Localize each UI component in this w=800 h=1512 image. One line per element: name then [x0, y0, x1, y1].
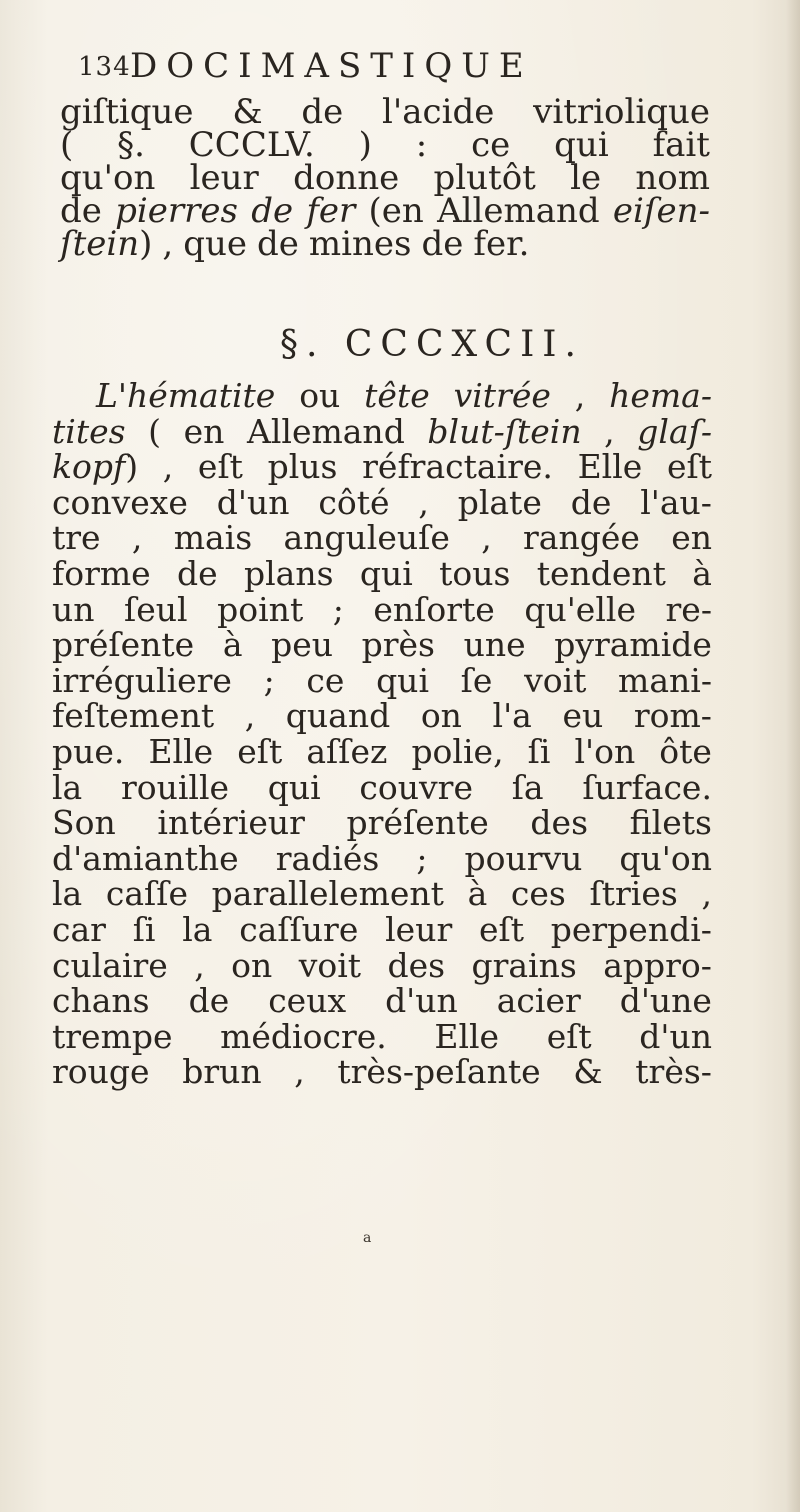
word: près — [361, 625, 435, 665]
word: , — [574, 376, 586, 415]
word: kopf) — [52, 447, 139, 487]
word: couvre — [359, 767, 473, 807]
italic-text: tête — [364, 376, 430, 415]
word — [427, 411, 582, 451]
word: , — [194, 945, 205, 985]
word: des — [387, 945, 446, 985]
word: préſente — [346, 803, 489, 843]
italic-text: kopf — [52, 447, 126, 487]
page-header — [78, 46, 718, 92]
word: giſtique — [60, 92, 194, 132]
word: on — [231, 945, 273, 985]
word: réfractaire. — [362, 447, 553, 487]
word: Allemand — [437, 191, 600, 231]
word: ſi — [527, 731, 551, 771]
word: convexe — [52, 482, 188, 522]
word: ſi — [132, 909, 156, 949]
word: de — [421, 224, 464, 264]
word: qui — [376, 660, 429, 700]
word — [96, 378, 275, 414]
word: plutôt — [433, 158, 536, 198]
word — [637, 411, 712, 451]
italic-text: L'hématite — [96, 376, 276, 415]
word: Son — [52, 803, 116, 843]
word: ſa — [511, 767, 544, 807]
word: ſeul — [124, 589, 188, 629]
word: la — [182, 909, 213, 949]
word: voit — [524, 660, 587, 700]
paragraph-continued — [60, 92, 710, 264]
word: culaire — [52, 945, 168, 985]
word: , — [701, 874, 712, 914]
word: de — [188, 981, 230, 1021]
word: la — [52, 767, 83, 807]
word: brun — [182, 1052, 262, 1092]
word: car — [52, 909, 106, 949]
word: ; — [332, 589, 344, 629]
word: enſorte — [373, 589, 495, 629]
word: eſt — [237, 731, 283, 771]
word: médiocre. — [220, 1016, 387, 1056]
italic-text: pierres — [115, 191, 238, 231]
text-line — [52, 698, 712, 734]
word: ( — [60, 125, 74, 165]
italic-text: vitrée — [453, 376, 551, 415]
text-line — [52, 589, 712, 629]
word: qui — [267, 767, 321, 807]
word: la — [52, 874, 83, 914]
word: grains — [471, 945, 577, 985]
word: à — [692, 553, 712, 593]
word: mani- — [618, 660, 712, 700]
word — [612, 191, 710, 231]
text-line — [52, 627, 712, 663]
text-line — [52, 805, 712, 841]
word: peu — [271, 625, 334, 665]
word: rouille — [120, 767, 230, 807]
word: voit — [298, 945, 362, 985]
word: , — [604, 411, 615, 451]
word: à — [467, 874, 488, 914]
word: caſſure — [239, 909, 359, 949]
word: de — [60, 191, 102, 231]
italic-text: tites — [52, 411, 126, 451]
text-line — [52, 378, 712, 414]
text-line — [52, 1054, 712, 1090]
word: ( — [148, 411, 162, 451]
word: des — [530, 803, 589, 843]
section-title: §. CCCXCII. — [280, 324, 584, 365]
italic-text: de — [251, 191, 294, 231]
word: pourvu — [464, 838, 583, 878]
italic-text: ſtein — [60, 224, 140, 264]
word: , — [162, 447, 174, 487]
word: plans — [243, 553, 334, 593]
word: (en — [368, 191, 424, 231]
word: Elle — [577, 447, 643, 487]
word: de — [177, 553, 218, 593]
word: vitriolique — [533, 92, 710, 132]
word: CCCLV. — [188, 125, 315, 165]
word: & — [232, 92, 263, 132]
word: chans — [52, 981, 150, 1021]
italic-text: fer — [306, 191, 356, 231]
text-line — [52, 983, 712, 1019]
text-line — [52, 482, 712, 522]
word: mais — [173, 518, 253, 558]
word: fait — [652, 125, 710, 165]
italic-text: blut-ſtein — [427, 411, 582, 451]
word: d'un — [216, 482, 290, 522]
word: quand — [285, 696, 391, 736]
word: eſt — [478, 909, 524, 949]
word: rouge — [52, 1052, 150, 1092]
word: ſurface. — [582, 767, 712, 807]
word: pue. — [52, 731, 125, 771]
text-line — [60, 224, 710, 264]
word — [52, 411, 126, 451]
text-line — [52, 520, 712, 556]
text-line — [52, 411, 712, 451]
word: ſtein) — [60, 224, 153, 264]
word: , — [418, 482, 429, 522]
word: ſtries — [589, 874, 678, 914]
italic-text: hema- — [609, 376, 712, 415]
word: eſt — [666, 447, 712, 487]
word: eſt — [197, 447, 243, 487]
word: anguleuſe — [283, 518, 450, 558]
word: tre — [52, 518, 101, 558]
page-edge-shadow — [786, 0, 800, 1512]
word: une — [463, 625, 526, 665]
word: trempe — [52, 1016, 173, 1056]
running-head: DOCIMASTIQUE — [130, 46, 533, 86]
word: Elle — [148, 731, 214, 771]
word: parallelement — [211, 874, 444, 914]
word: d'amianthe — [52, 838, 239, 878]
text-line — [52, 1016, 712, 1056]
word: le — [570, 158, 602, 198]
word: rangée — [523, 518, 640, 558]
word: l'a — [492, 696, 532, 736]
word: très- — [635, 1052, 712, 1092]
word: ôte — [659, 731, 712, 771]
word: eu — [562, 696, 604, 736]
word: d'un — [639, 1016, 712, 1056]
italic-text: glaſ- — [637, 411, 712, 451]
word: d'une — [619, 981, 712, 1021]
word: de — [257, 224, 299, 264]
word: ) — [358, 125, 372, 165]
text-line — [52, 945, 712, 985]
word: ceux — [268, 981, 347, 1021]
word: plus — [267, 447, 338, 487]
word: appro- — [603, 945, 712, 985]
word: leur — [385, 909, 453, 949]
word: , — [481, 518, 492, 558]
text-line — [52, 553, 712, 593]
word: qui — [554, 125, 609, 165]
word: l'on — [574, 731, 636, 771]
word: côté — [318, 482, 390, 522]
word: de — [570, 482, 612, 522]
word: tendent — [536, 553, 666, 593]
word: re- — [665, 589, 712, 629]
word: donne — [293, 158, 400, 198]
word: ce — [471, 125, 511, 165]
word: préſente — [52, 625, 195, 665]
word: irréguliere — [52, 660, 232, 700]
word: qui — [359, 553, 413, 593]
text-line — [52, 767, 712, 807]
word: caſſe — [105, 874, 188, 914]
word: mines — [308, 224, 412, 264]
word: , — [244, 696, 256, 736]
word: forme — [52, 553, 151, 593]
word: point — [217, 589, 304, 629]
word: l'au- — [640, 482, 712, 522]
word: & — [573, 1052, 603, 1092]
word: intérieur — [157, 803, 305, 843]
word: polie, — [411, 731, 504, 771]
word: l'acide — [382, 92, 495, 132]
text-line — [52, 731, 712, 771]
word — [364, 378, 430, 414]
word: ſe — [460, 660, 493, 700]
word: , — [162, 224, 174, 264]
text-line — [52, 909, 712, 949]
word: de — [301, 92, 344, 132]
word: ce — [306, 660, 345, 700]
text-line — [52, 876, 712, 912]
word: §. — [117, 125, 145, 165]
word: plate — [457, 482, 542, 522]
word: ; — [263, 660, 275, 700]
word: qu'elle — [524, 589, 636, 629]
text-line — [52, 660, 712, 700]
word: un — [52, 589, 95, 629]
word: en — [183, 411, 225, 451]
page-number: 134 — [78, 52, 131, 82]
text-line — [60, 92, 710, 132]
word: , — [131, 518, 143, 558]
word: en — [671, 518, 712, 558]
text-line — [52, 838, 712, 878]
signature-mark: a — [363, 1230, 372, 1246]
paragraph-hematite — [52, 378, 712, 1090]
word: Elle — [434, 1016, 500, 1056]
word: d'un — [385, 981, 458, 1021]
word: Allemand — [247, 411, 405, 451]
text-line — [52, 449, 712, 485]
word — [609, 378, 712, 414]
word: aſſez — [306, 731, 388, 771]
word: que — [183, 224, 248, 264]
word: radiés — [275, 838, 380, 878]
word: ou — [299, 376, 341, 415]
word: filets — [629, 803, 712, 843]
word: pyramide — [554, 625, 712, 665]
word: on — [420, 696, 462, 736]
word: nom — [635, 158, 710, 198]
word: tous — [439, 553, 511, 593]
word: qu'on — [60, 158, 156, 198]
word: feſtement — [52, 696, 215, 736]
word: : — [415, 125, 428, 165]
word: acier — [496, 981, 581, 1021]
word: , — [294, 1052, 305, 1092]
word: très-peſante — [337, 1052, 541, 1092]
word: fer. — [473, 224, 530, 264]
word — [454, 378, 551, 414]
word: leur — [189, 158, 259, 198]
word: ces — [510, 874, 566, 914]
word: eſt — [546, 1016, 592, 1056]
word: rom- — [633, 696, 712, 736]
word: ; — [416, 838, 428, 878]
word: perpendi- — [550, 909, 712, 949]
word: qu'on — [619, 838, 712, 878]
italic-text: eiſen- — [612, 191, 710, 231]
word: à — [222, 625, 243, 665]
